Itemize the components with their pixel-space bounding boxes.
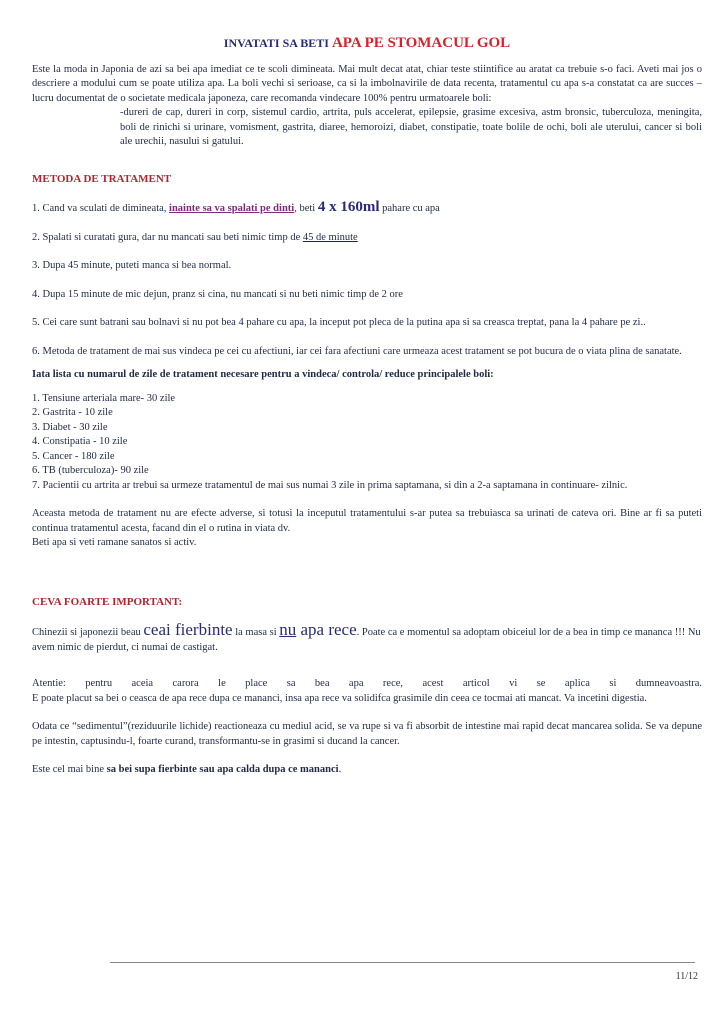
important-heading: CEVA FOARTE IMPORTANT: [32, 595, 183, 608]
list-heading: Iata lista cu numarul de zile de tratament necesare pentru a vindeca/ controla/ reduce principalele boli: [32, 369, 494, 380]
step-4: 4. Dupa 15 minute de mic dejun, pranz si cina, nu mancati si nu beti nimic timp de 2 ore [32, 288, 403, 300]
sediment-paragraph: Odata ce “sedimentul”(reziduurile lichide) reactioneaza cu mediul acid, se va rupe si va fi absorbit de intestine mai rapid decat mancarea solida. Se va depune pe intestin, captusindu-l, foarte curand, transformantu-se in grasimi si ducand la cancer. [32, 721, 702, 747]
closing-line: Beti apa si veti ramane sanatos si activ. [32, 537, 197, 548]
hot-tea-emphasis: ceai fierbinte [143, 620, 233, 639]
list-item: 2. Gastrita - 10 zile [32, 407, 113, 418]
list-item: 4. Constipatia - 10 zile [32, 436, 128, 447]
method-heading: METODA DE TRATAMENT [32, 172, 172, 185]
step-5: 5. Cei care sunt batrani sau bolnavi si nu pot bea 4 pahare cu apa, la inceput pot pleca de la putina apa si sa creasca treptat, pana la 4 pahare pe zi.. [32, 317, 646, 328]
list-item: 3. Diabet - 30 zile [32, 421, 108, 433]
page-number: 11/12 [675, 971, 698, 982]
intro-paragraph: Este la moda in Japonia de azi sa bei apa imediat ce te scoli dimineata. Mai mult decat atat, chiar teste stiintifice au aratat ca trebuie s-o faci. Aveti mai jos o descriere a modului cum se poate utiliza apa. La boli vechi si serioase, ca si la imbolnavirile de data recenta, tratamentul cu apa s-a constatat ca are succes – lucru documentat de o societate medicala japoneza, care recomanda vindecare 100% pentru urmatoarele boli: [32, 63, 702, 104]
chinese-paragraph: Chinezii si japonezii beau ceai fierbinte la masa si nu apa rece. Poate ca e momentul sa adoptam obiceiul lor de a bea in timp ce mananca !!! Nu avem nimic de pierdut, ci numai de castigat. [32, 620, 701, 653]
footer-divider [110, 962, 695, 963]
title-part-2: APA PE STOMACUL GOL [331, 35, 511, 51]
list-item: 1. Tensiune arteriala mare- 30 zile [32, 392, 176, 404]
step-6: 6. Metoda de tratament de mai sus vindeca pe cei cu afectiuni, iar cei fara afectiuni care urmeaza acest tratament se pot bucura de o viata plina de sanatate. [32, 345, 682, 357]
step-2-duration: 45 de minute [302, 231, 358, 243]
attention-line: Atentie: pentru aceia carora le place sa bea apa rece, acest articol vi se aplica si dumneavoastra. [32, 678, 702, 689]
step-1-emphasis: inainte sa va spalati pe dinti [169, 203, 295, 214]
title-part-1: INVATATI SA BETI [223, 36, 329, 50]
step-2: 2. Spalati si curatati gura, dar nu mancati sau beti nimic timp de 45 de minute [32, 231, 358, 243]
not-emphasis: nu [279, 620, 297, 639]
best-advice-emphasis: sa bei supa fierbinte sau apa calda dupa ce mananci [106, 764, 339, 775]
page-title [32, 36, 702, 51]
list-item: 5. Cancer - 180 zile [32, 450, 115, 462]
step-1-dose: 4 x 160ml [317, 199, 380, 215]
best-advice: Este cel mai bine sa bei supa fierbinte sau apa calda dupa ce mananci. [32, 764, 342, 775]
step-1: 1. Cand va sculati de dimineata, inainte sa va spalati pe dinti, beti 4 x 160ml pahare cu apa [32, 199, 440, 215]
document-body [32, 36, 702, 778]
diseases-list: -dureri de cap, dureri in corp, sistemul cardio, artrita, puls accelerat, epilepsie, grasime excesiva, astm bronsic, tuberculoza, meningita, boli de rinichi si urinare, vomisment, gastrita, diaree, hemoroizi, diabet, constipatie, toate bolile de ochi, boli ale uterului, cancer si boli ale urechii, nasului si gatului. [120, 107, 702, 147]
list-item: 6. TB (tuberculoza)- 90 zile [32, 465, 149, 476]
side-effects-paragraph: Aceasta metoda de tratament nu are efecte adverse, si totusi la inceputul tratamentului s-ar putea sa trebuiasca sa urinati de cateva ori. Bine ar fi sa puteti continua tratamentul acesta, facand din el o rutina in viata dv. [32, 508, 702, 534]
step-3: 3. Dupa 45 minute, puteti manca si bea normal. [32, 260, 232, 271]
list-item: 7. Pacientii cu artrita ar trebui sa urmeze tratamentul de mai sus numai 3 zile in prima saptamana, si din a 2-a saptamana in continuare- zilnic. [32, 479, 628, 491]
cold-water-emphasis: apa rece [296, 620, 357, 639]
attention-paragraph: E poate placut sa bei o ceasca de apa rece dupa ce mananci, insa apa rece va solidifca grasimile din ceea ce tocmai ati mancat. Va incetini digestia. [32, 692, 647, 704]
